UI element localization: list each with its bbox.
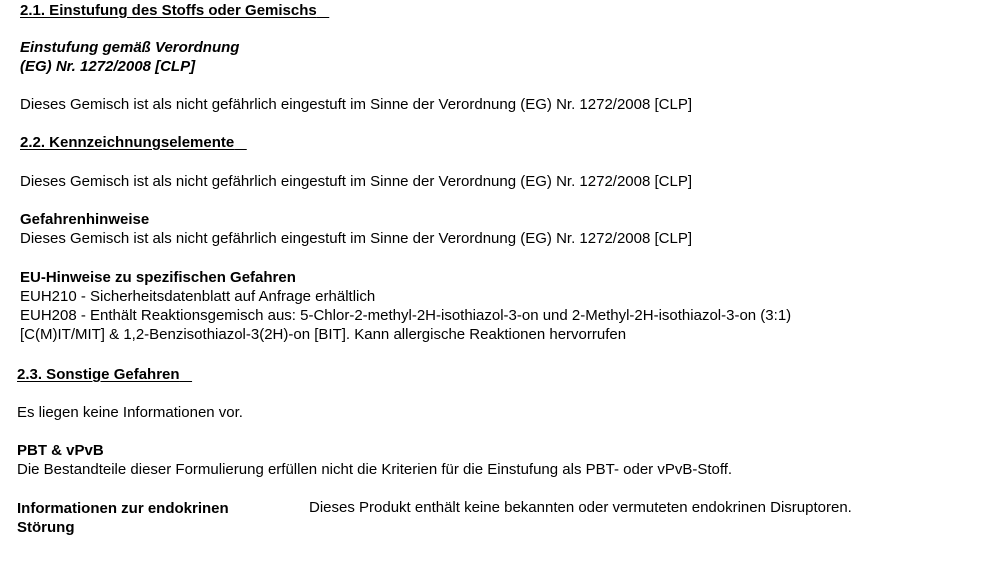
pbt-vpvb-title: PBT & vPvB bbox=[17, 442, 104, 459]
eu-hazard-line: EUH208 - Enthält Reaktionsgemisch aus: 5-Chlor-2-methyl-2H-isothiazol-3-on und 2-Methyl-2H-isothiazol-3-on (3:1) bbox=[20, 307, 792, 324]
hazard-statements-title: Gefahrenhinweise bbox=[20, 211, 150, 228]
pbt-vpvb-text: Die Bestandteile dieser Formulierung erfüllen nicht die Kriterien für die Einstufung als PBT- oder vPvB-Stoff. bbox=[17, 461, 733, 478]
eu-hazard-list bbox=[20, 287, 791, 344]
endocrine-label-line2: Störung bbox=[17, 519, 75, 536]
classification-subheading-line2: (EG) Nr. 1272/2008 [CLP] bbox=[20, 58, 196, 75]
eu-hazard-title: EU-Hinweise zu spezifischen Gefahren bbox=[20, 269, 296, 286]
classification-text: Dieses Gemisch ist als nicht gefährlich eingestuft im Sinne der Verordnung (EG) Nr. 1272/2008 [CLP] bbox=[20, 96, 693, 113]
hazard-statements-text: Dieses Gemisch ist als nicht gefährlich eingestuft im Sinne der Verordnung (EG) Nr. 1272/2008 [CLP] bbox=[20, 230, 693, 247]
other-hazards-text: Es liegen keine Informationen vor. bbox=[17, 404, 243, 421]
endocrine-label-line1: Informationen zur endokrinen bbox=[17, 500, 229, 517]
section-2-2-heading: 2.2. Kennzeichnungselemente bbox=[20, 134, 235, 151]
section-2-3-heading: 2.3. Sonstige Gefahren bbox=[17, 366, 180, 383]
eu-hazard-line: [C(M)IT/MIT] & 1,2-Benzisothiazol-3(2H)-on [BIT]. Kann allergische Reaktionen hervorrufen bbox=[20, 326, 627, 343]
labelling-text: Dieses Gemisch ist als nicht gefährlich eingestuft im Sinne der Verordnung (EG) Nr. 1272/2008 [CLP] bbox=[20, 173, 693, 190]
eu-hazard-line: EUH210 - Sicherheitsdatenblatt auf Anfrage erhältlich bbox=[20, 288, 376, 305]
classification-subheading bbox=[20, 38, 239, 76]
classification-subheading-line1: Einstufung gemäß Verordnung bbox=[20, 39, 240, 56]
endocrine-label bbox=[17, 499, 229, 537]
section-2-1-heading: 2.1. Einstufung des Stoffs oder Gemischs bbox=[20, 2, 317, 19]
endocrine-text: Dieses Produkt enthält keine bekannten oder vermuteten endokrinen Disruptoren. bbox=[309, 499, 852, 516]
